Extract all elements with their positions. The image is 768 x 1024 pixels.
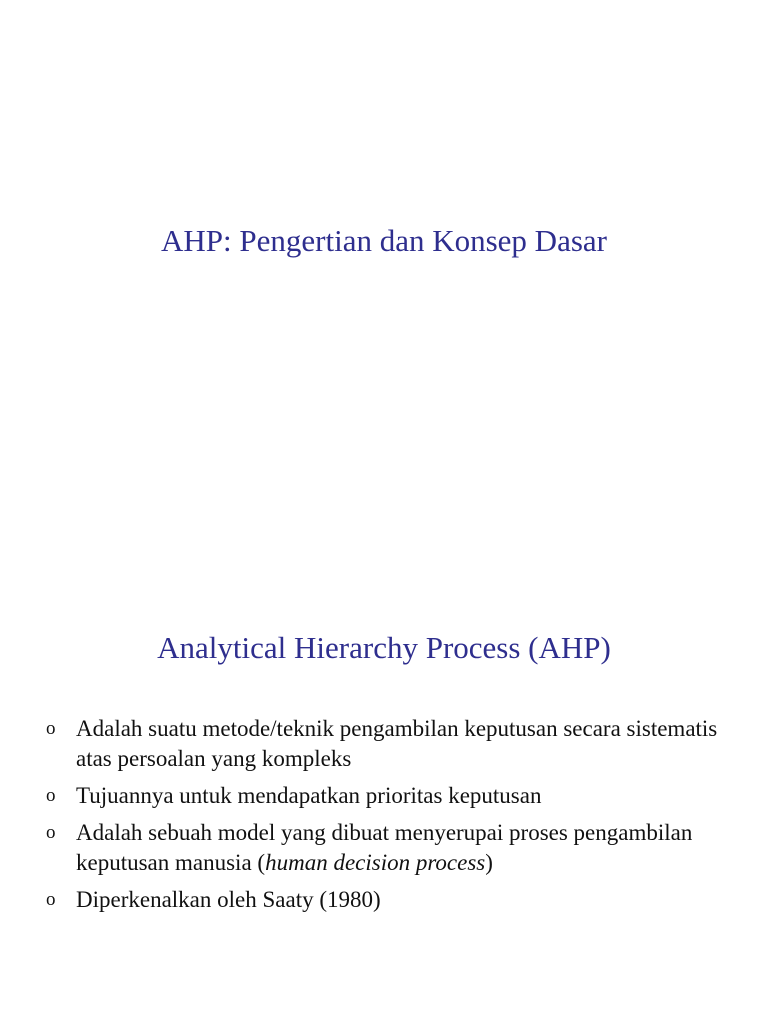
- bullet-text-after: ): [485, 850, 493, 875]
- bullet-marker-icon: o: [46, 785, 56, 806]
- list-item: [46, 714, 746, 774]
- slide-title: AHP: Pengertian dan Konsep Dasar: [161, 223, 607, 258]
- bullet-text: Adalah sebuah model yang dibuat menyerupai proses pengambilan keputusan manusia (: [76, 820, 693, 875]
- list-item: [46, 885, 746, 915]
- section-title: Analytical Hierarchy Process (AHP): [157, 630, 611, 665]
- bullet-text: Adalah suatu metode/teknik pengambilan keputusan secara sistematis atas persoalan yang kompleks: [76, 716, 718, 771]
- bullet-text-italic: human decision process: [265, 850, 486, 875]
- bullet-text: Diperkenalkan oleh Saaty (1980): [76, 887, 381, 912]
- list-item: [46, 781, 746, 811]
- bullet-marker-icon: o: [46, 718, 56, 739]
- list-item: [46, 818, 746, 878]
- bullet-marker-icon: o: [46, 822, 56, 843]
- bullet-list: [46, 714, 746, 922]
- bullet-text: Tujuannya untuk mendapatkan prioritas keputusan: [76, 783, 542, 808]
- bullet-marker-icon: o: [46, 889, 56, 910]
